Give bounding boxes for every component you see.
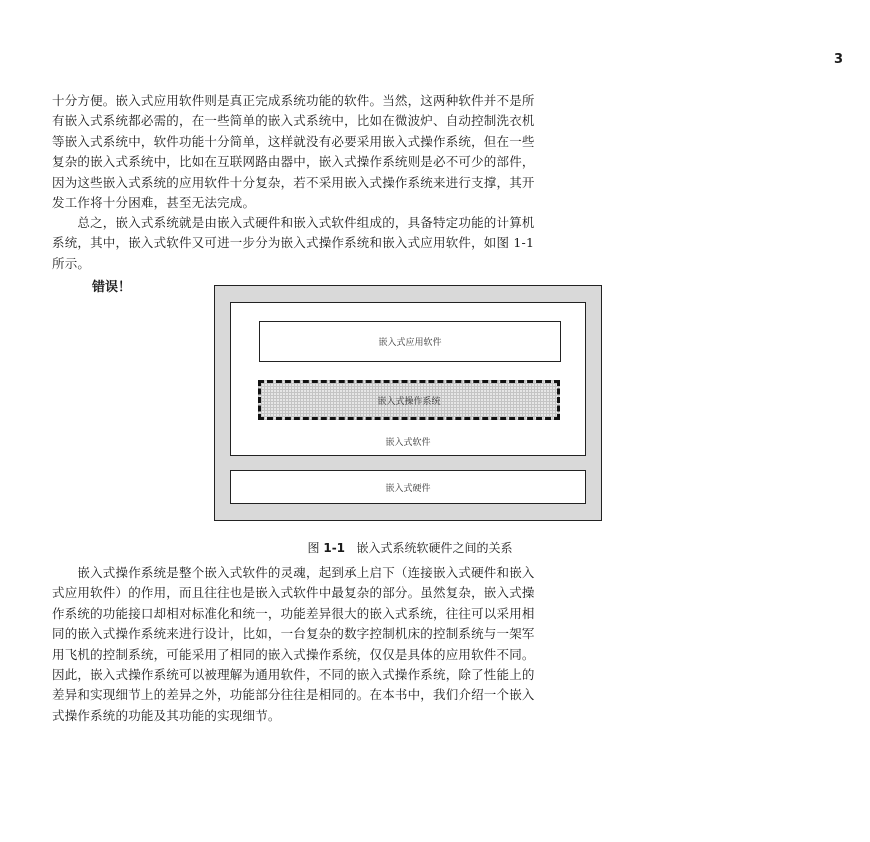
os-box	[258, 380, 560, 420]
paragraph-line: 系统，其中，嵌入式软件又可进一步分为嵌入式操作系统和嵌入式应用软件，如图 1-1	[52, 235, 535, 251]
paragraph-line: 因此，嵌入式操作系统可以被理解为通用软件，不同的嵌入式操作系统，除了性能上的	[52, 667, 535, 683]
paragraph-line: 发工作将十分困难，甚至无法完成。	[52, 195, 256, 211]
hardware-box	[230, 470, 586, 504]
paragraph-line: 作系统的功能接口却相对标准化和统一，功能差异很大的嵌入式系统，往往可以采用相	[52, 605, 535, 621]
caption-text: 嵌入式系统软硬件之间的关系	[356, 541, 513, 555]
paragraph-line: 所示。	[52, 255, 91, 271]
page-number: 3	[834, 52, 844, 67]
os-label: 嵌入式操作系统	[377, 396, 441, 407]
paragraph-line: 等嵌入式系统中，软件功能十分简单，这样就没有必要采用嵌入式操作系统，但在一些	[52, 133, 535, 149]
app-software-box	[259, 321, 561, 362]
caption-number: 1-1	[323, 541, 346, 555]
caption-prefix: 图	[307, 541, 320, 555]
paragraph-line: 十分方便。嵌入式应用软件则是真正完成系统功能的软件。当然，这两种软件并不是所	[52, 93, 535, 108]
paragraph-3	[52, 563, 768, 726]
paragraph-line: 有嵌入式系统都必需的，在一些简单的嵌入式系统中，比如在微波炉、自动控制洗衣机	[52, 113, 535, 129]
paragraph-line: 式操作系统的功能及其功能的实现细节。	[52, 707, 281, 723]
paragraph-line: 嵌入式操作系统是整个嵌入式软件的灵魂，起到承上启下（连接嵌入式硬件和嵌入	[52, 565, 535, 580]
figure-caption	[0, 539, 820, 556]
paragraph-line: 式应用软件）的作用，而且往往也是嵌入式软件中最复杂的部分。虽然复杂，嵌入式操	[52, 585, 535, 601]
app-software-label: 嵌入式应用软件	[378, 338, 442, 348]
paragraph-line: 用飞机的控制系统，可能采用了相同的嵌入式操作系统，仅仅是具体的应用软件不同。	[52, 646, 535, 662]
paragraph-line: 因为这些嵌入式系统的应用软件十分复杂，若不采用嵌入式操作系统来进行支撑，其开	[52, 174, 535, 190]
software-label: 嵌入式软件	[385, 438, 431, 448]
paragraph-line: 同的嵌入式操作系统来进行设计，比如，一台复杂的数字控制机床的控制系统与一架军	[52, 626, 535, 642]
error-label: 错误！	[92, 280, 132, 295]
hardware-label: 嵌入式硬件	[385, 483, 431, 494]
paragraph-line: 差异和实现细节上的差异之外，功能部分往往是相同的。在本书中，我们介绍一个嵌入	[52, 687, 535, 703]
paragraph-line: 总之，嵌入式系统就是由嵌入式硬件和嵌入式软件组成的，具备特定功能的计算机	[52, 215, 535, 230]
paragraph-line: 复杂的嵌入式系统中，比如在互联网路由器中，嵌入式操作系统则是必不可少的部件，	[52, 154, 535, 170]
paragraph-2	[52, 213, 768, 274]
software-label-wrap	[230, 430, 586, 449]
paragraph-1	[52, 91, 768, 213]
